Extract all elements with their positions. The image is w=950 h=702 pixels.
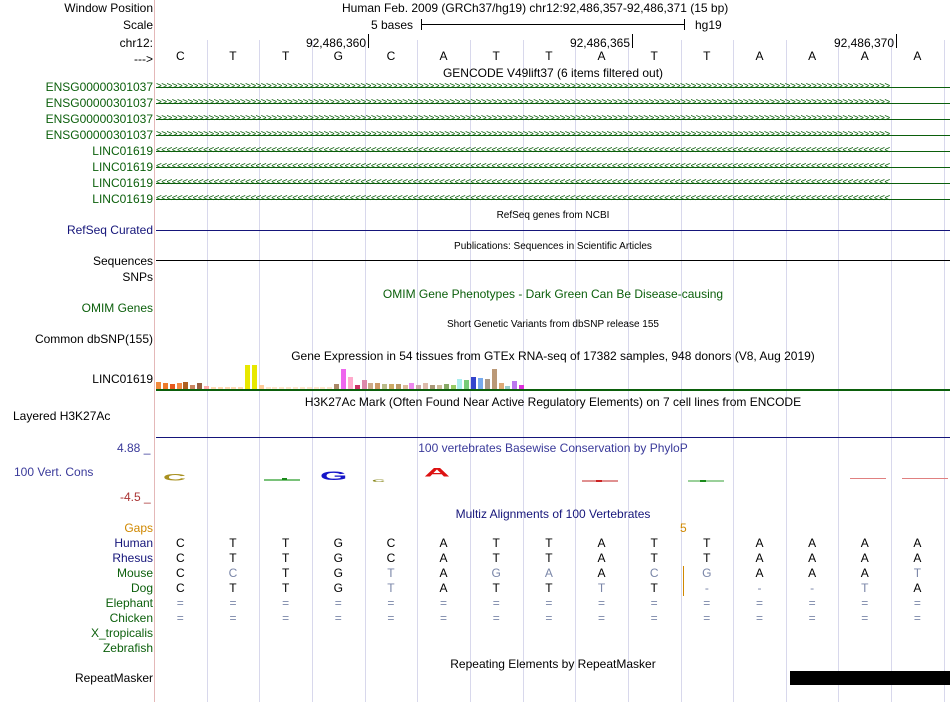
aligned-base: G [491,566,501,580]
aligned-base: T [913,566,922,580]
publications-track-label[interactable]: Sequences [92,254,153,268]
aligned-base: A [808,536,817,550]
aligned-base: = [545,611,553,625]
reference-base: T [650,49,658,63]
gencode-item-label[interactable]: ENSG00000301037 [45,128,153,142]
reference-base: A [597,49,606,63]
ruler-tick-3 [896,34,897,48]
aligned-base: A [439,536,448,550]
reference-base: G [333,49,343,63]
dbsnp-track-label[interactable]: Common dbSNP(155) [34,332,153,346]
aligned-base: = [808,611,816,625]
phylop-min-label: -4.5 _ [120,490,151,504]
aligned-base: A [913,581,922,595]
aligned-base: T [281,581,290,595]
aligned-base: = [703,596,711,610]
aligned-base: T [281,551,290,565]
multiz-species-label[interactable]: Zebrafish [102,641,153,655]
aligned-base: = [492,611,500,625]
omim-track-title: OMIM Gene Phenotypes - Dark Green Can Be Disease-causing [382,287,724,301]
aligned-base: = [913,596,921,610]
aligned-base: A [755,551,764,565]
aligned-base: T [703,536,711,550]
gtex-tissue-bar[interactable] [485,379,490,389]
aligned-base: T [387,566,395,580]
reference-base: T [703,49,711,63]
aligned-base: A [755,566,764,580]
aligned-base: = [703,611,711,625]
aligned-base: A [439,581,448,595]
aligned-base: T [545,536,553,550]
gtex-tissue-bar[interactable] [341,369,346,389]
aligned-base: T [229,581,237,595]
scale-bar-right-tick [684,19,685,30]
reference-base: C [386,49,396,63]
reference-base: A [913,49,922,63]
window-position-label: Window Position [64,1,153,15]
aligned-base: A [808,566,817,580]
aligned-base: A [808,551,817,565]
gencode-strand-arrows: <<<<<<<<<<<<<<<<<<<<<<<<<<<<<<<<<<<<<<<<<<<<<<<<<<<<<<<<<<<<<<<<<<<<<<<<<<<<<<<<<<<<<<<<<<<<<<<<<<<<<<<<<<<<<<<<<<<<<<<<<<<<<<<<<<<<<<<<<<<< [156,161,890,172]
phylop-track-label[interactable]: 100 Vert. Cons [14,465,94,479]
aligned-base: A [439,551,448,565]
aligned-base: - [810,581,815,595]
gencode-item-label[interactable]: LINC01619 [92,176,153,190]
multiz-species-label[interactable]: Rhesus [112,551,153,565]
h3k27ac-track-title: H3K27Ac Mark (Often Found Near Active Regulatory Elements) on 7 cell lines from ENCODE [304,395,802,409]
phylop-track-title: 100 vertebrates Basewise Conservation by PhyloP [418,441,688,455]
h3k27ac-line [156,437,950,438]
aligned-base: = [650,611,658,625]
reference-base: A [439,49,448,63]
aligned-base: C [175,551,185,565]
gtex-baseline [156,389,950,391]
gtex-tissue-bar[interactable] [348,377,353,389]
scale-bar-left-tick [421,19,422,30]
aligned-base: C [175,566,185,580]
reference-base: C [175,49,185,63]
gencode-strand-arrows: <<<<<<<<<<<<<<<<<<<<<<<<<<<<<<<<<<<<<<<<<<<<<<<<<<<<<<<<<<<<<<<<<<<<<<<<<<<<<<<<<<<<<<<<<<<<<<<<<<<<<<<<<<<<<<<<<<<<<<<<<<<<<<<<<<<<<<<<<<<< [156,193,890,204]
aligned-base: C [175,536,185,550]
gencode-item-label[interactable]: ENSG00000301037 [45,112,153,126]
ruler-position-1: 92,486,360 [305,36,366,50]
scale-bar-text: 5 bases [371,18,414,32]
aligned-base: = [334,611,342,625]
multiz-species-label[interactable]: Chicken [109,611,153,625]
aligned-base: T [650,536,658,550]
phylop-logo-c: C [163,473,187,483]
aligned-base: G [333,566,343,580]
ruler-tick-2 [632,34,633,48]
phylop-bar [688,480,724,482]
aligned-base: G [333,536,343,550]
h3k27ac-track-label[interactable]: Layered H3K27Ac [13,409,111,423]
aligned-base: C [175,581,185,595]
reference-base: T [545,49,553,63]
phylop-bar [700,480,706,482]
label-separator [154,0,155,702]
gencode-item-label[interactable]: LINC01619 [92,160,153,174]
aligned-base: = [440,596,448,610]
aligned-base: A [860,566,869,580]
ruler-position-3: 92,486,370 [833,36,894,50]
aligned-base: = [861,596,869,610]
aligned-base: A [860,551,869,565]
phylop-bar [902,478,948,479]
aligned-base: = [176,611,184,625]
aligned-base: = [650,596,658,610]
gencode-item-label[interactable]: LINC01619 [92,144,153,158]
assembly-position-text: Human Feb. 2009 (GRCh37/hg19) chr12:92,486,357-92,486,371 (15 bp) [342,1,729,15]
aligned-base: - [704,581,709,595]
gtex-tissue-bar[interactable] [183,382,188,389]
gtex-tissue-bar[interactable] [362,380,367,389]
publications-line [156,260,950,261]
gtex-tissue-bar[interactable] [156,382,161,389]
scale-bar [421,24,684,25]
gap-count: 5 [680,521,687,535]
aligned-base: A [597,566,606,580]
aligned-base: = [598,596,606,610]
aligned-base: G [333,551,343,565]
aligned-base: = [176,596,184,610]
snps-track-label[interactable]: SNPs [122,270,153,284]
aligned-base: T [597,581,606,595]
gtex-tissue-bar[interactable] [492,369,497,389]
phylop-bar [596,480,602,482]
gencode-strand-arrows: <<<<<<<<<<<<<<<<<<<<<<<<<<<<<<<<<<<<<<<<<<<<<<<<<<<<<<<<<<<<<<<<<<<<<<<<<<<<<<<<<<<<<<<<<<<<<<<<<<<<<<<<<<<<<<<<<<<<<<<<<<<<<<<<<<<<<<<<<<<< [156,145,890,156]
gencode-track-title: GENCODE V49lift37 (6 items filtered out) [442,66,664,80]
multiz-species-label[interactable]: Elephant [105,596,153,610]
aligned-base: A [755,536,764,550]
refseq-line [156,230,950,231]
aligned-base: A [597,551,606,565]
aligned-base: T [387,581,395,595]
aligned-base: = [387,611,395,625]
aligned-base: A [913,551,922,565]
aligned-base: = [282,596,290,610]
reference-base: A [808,49,817,63]
gencode-item-label[interactable]: LINC01619 [92,192,153,206]
multiz-species-label[interactable]: Human [114,536,153,550]
aligned-base: T [492,581,500,595]
gtex-track-title: Gene Expression in 54 tissues from GTEx RNA-seq of 17382 samples, 948 donors (V8, Aug 2019) [291,349,815,363]
scale-db-text: hg19 [695,18,722,32]
repeatmasker-track-label[interactable]: RepeatMasker [74,671,153,685]
aligned-base: = [861,611,869,625]
reference-base: A [860,49,869,63]
aligned-base: T [545,551,553,565]
gap-marker [683,566,684,596]
ruler-position-2: 92,486,365 [569,36,630,50]
gtex-bar-chart[interactable] [156,362,950,389]
aligned-base: T [492,551,500,565]
aligned-base: = [334,596,342,610]
gtex-tissue-bar[interactable] [252,365,257,389]
aligned-base: T [650,551,658,565]
gencode-strand-arrows: <<<<<<<<<<<<<<<<<<<<<<<<<<<<<<<<<<<<<<<<<<<<<<<<<<<<<<<<<<<<<<<<<<<<<<<<<<<<<<<<<<<<<<<<<<<<<<<<<<<<<<<<<<<<<<<<<<<<<<<<<<<<<<<<<<<<<<<<<<<< [156,177,890,188]
reference-base: A [755,49,764,63]
aligned-base: A [860,536,869,550]
phylop-bar [282,478,287,480]
aligned-base: C [228,566,238,580]
reference-base: T [492,49,500,63]
aligned-base: = [387,596,395,610]
strand-label: ---> [134,52,153,66]
gencode-item-label[interactable]: ENSG00000301037 [45,96,153,110]
aligned-base: T [281,536,290,550]
publications-track-title: Publications: Sequences in Scientific Articles [454,241,652,252]
ruler-tick-1 [368,34,369,48]
aligned-base: C [649,566,659,580]
chrom-label: chr12: [119,36,153,50]
gencode-item-label[interactable]: ENSG00000301037 [45,80,153,94]
gencode-strand-arrows: >>>>>>>>>>>>>>>>>>>>>>>>>>>>>>>>>>>>>>>>>>>>>>>>>>>>>>>>>>>>>>>>>>>>>>>>>>>>>>>>>>>>>>>>>>>>>>>>>>>>>>>>>>>>>>>>>>>>>>>>>>>>>>>>>>>>>>>>>>>> [156,129,890,140]
aligned-base: T [650,581,658,595]
refseq-track-title: RefSeq genes from NCBI [496,210,610,221]
gtex-tissue-bar[interactable] [464,380,469,389]
aligned-base: G [333,581,343,595]
aligned-base: T [545,581,553,595]
refseq-track-label[interactable]: RefSeq Curated [66,223,153,237]
aligned-base: A [544,566,553,580]
aligned-base: C [386,536,396,550]
aligned-base: = [440,611,448,625]
aligned-base: T [229,536,237,550]
aligned-base: A [597,536,606,550]
aligned-base: = [755,611,763,625]
omim-track-label[interactable]: OMIM Genes [81,301,153,315]
repeatmasker-block[interactable] [790,671,950,685]
aligned-base: = [229,596,237,610]
aligned-base: T [229,551,237,565]
aligned-base: = [492,596,500,610]
aligned-base: T [281,566,290,580]
reference-base: T [281,49,290,63]
aligned-base: C [386,551,396,565]
gtex-tissue-bar[interactable] [457,379,462,389]
aligned-base: = [282,611,290,625]
multiz-species-label[interactable]: Dog [130,581,153,595]
gtex-tissue-bar[interactable] [245,365,250,389]
phylop-logo-c2: C [372,478,386,483]
gencode-strand-arrows: >>>>>>>>>>>>>>>>>>>>>>>>>>>>>>>>>>>>>>>>>>>>>>>>>>>>>>>>>>>>>>>>>>>>>>>>>>>>>>>>>>>>>>>>>>>>>>>>>>>>>>>>>>>>>>>>>>>>>>>>>>>>>>>>>>>>>>>>>>>> [156,97,890,108]
reference-base: T [229,49,237,63]
aligned-base: = [808,596,816,610]
gtex-tissue-bar[interactable] [471,377,476,389]
aligned-base: A [439,566,448,580]
aligned-base: T [492,536,500,550]
aligned-base: = [598,611,606,625]
gencode-strand-arrows: >>>>>>>>>>>>>>>>>>>>>>>>>>>>>>>>>>>>>>>>>>>>>>>>>>>>>>>>>>>>>>>>>>>>>>>>>>>>>>>>>>>>>>>>>>>>>>>>>>>>>>>>>>>>>>>>>>>>>>>>>>>>>>>>>>>>>>>>>>>> [156,81,890,92]
aligned-base: = [755,596,763,610]
phylop-logo-g: G [320,468,348,483]
aligned-base: = [545,596,553,610]
aligned-base: T [703,551,711,565]
gaps-label: Gaps [124,521,153,535]
multiz-species-label[interactable]: X_tropicalis [90,626,153,640]
phylop-max-label: 4.88 _ [117,441,151,455]
dbsnp-track-title: Short Genetic Variants from dbSNP release 155 [447,319,659,330]
aligned-base: G [702,566,712,580]
aligned-base: - [757,581,762,595]
aligned-base: A [913,536,922,550]
scale-label: Scale [122,18,153,32]
gtex-track-label[interactable]: LINC01619 [92,372,153,386]
phylop-logo-a: A [424,466,451,480]
aligned-base: T [861,581,869,595]
repeatmasker-track-title: Repeating Elements by RepeatMasker [450,657,656,671]
gtex-tissue-bar[interactable] [512,381,517,389]
gtex-tissue-bar[interactable] [478,378,483,389]
aligned-base: = [913,611,921,625]
phylop-bar [850,478,886,479]
multiz-track-title: Multiz Alignments of 100 Vertebrates [455,507,651,521]
multiz-species-label[interactable]: Mouse [116,566,153,580]
aligned-base: = [229,611,237,625]
gencode-strand-arrows: >>>>>>>>>>>>>>>>>>>>>>>>>>>>>>>>>>>>>>>>>>>>>>>>>>>>>>>>>>>>>>>>>>>>>>>>>>>>>>>>>>>>>>>>>>>>>>>>>>>>>>>>>>>>>>>>>>>>>>>>>>>>>>>>>>>>>>>>>>>> [156,113,890,124]
